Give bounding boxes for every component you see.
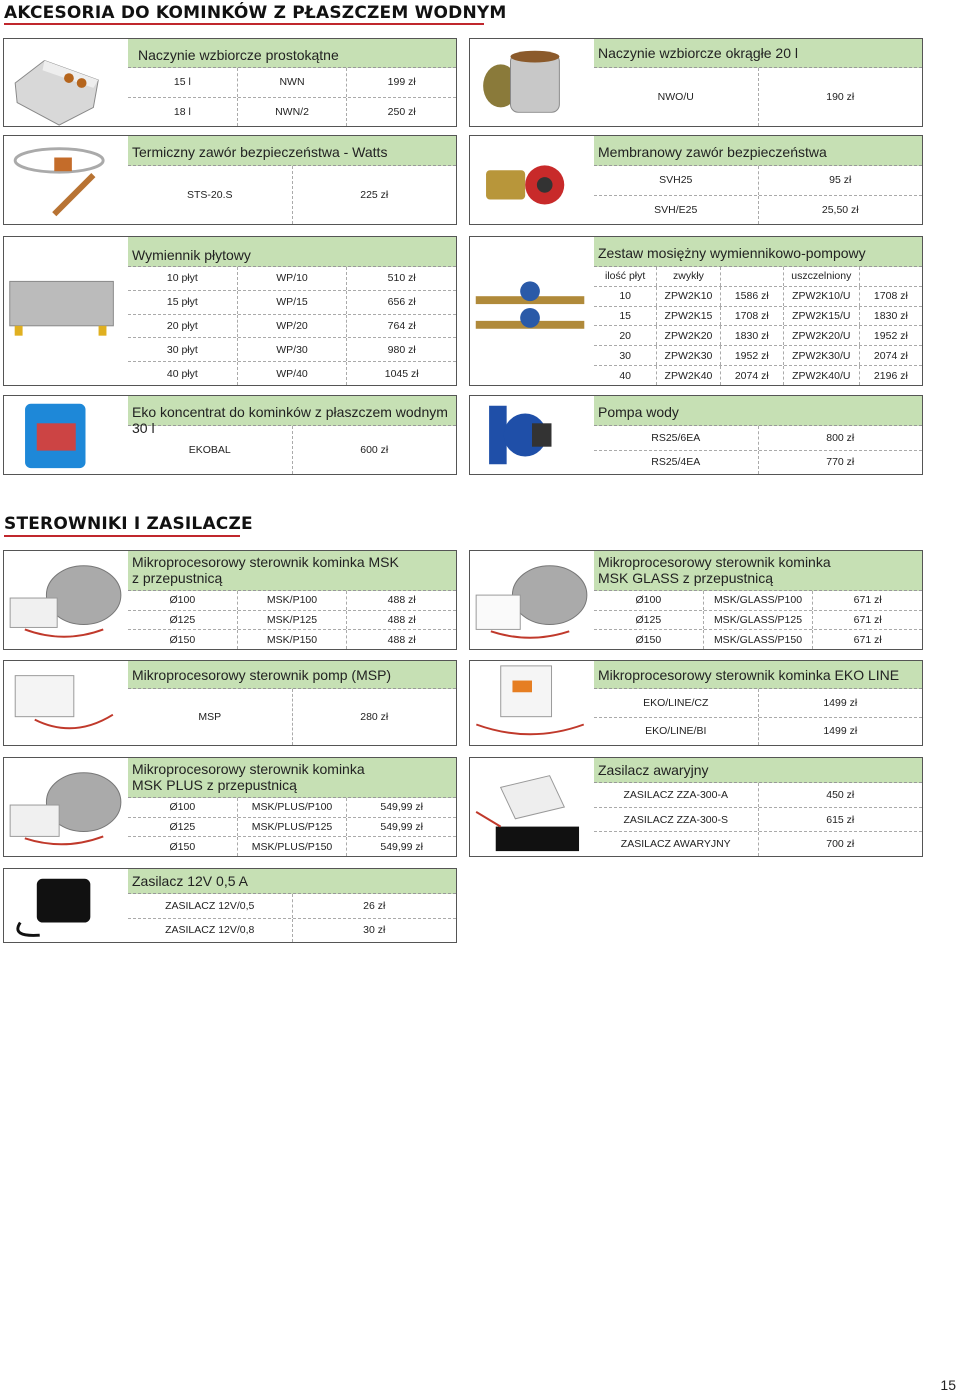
- product-membranowy-zawor: [469, 135, 923, 225]
- table-row: EKO/LINE/CZ 1499 zł: [594, 689, 922, 718]
- table-row: STS-20.S 225 zł: [128, 166, 456, 224]
- table-row: 10 ZPW2K10 1586 zł ZPW2K10/U 1708 zł: [594, 287, 922, 307]
- brass-pump-set-image: [470, 237, 594, 385]
- table-row: 18 l NWN/2 250 zł: [128, 98, 456, 127]
- table-row: Ø100 MSK/PLUS/P100 549,99 zł: [128, 798, 456, 818]
- product-title: Mikroprocesorowy sterownik kominka EKO LINE: [594, 661, 922, 689]
- product-title-line1: Mikroprocesorowy sterownik kominka: [132, 761, 365, 777]
- product-title: Zasilacz 12V 0,5 A: [128, 869, 456, 894]
- expansion-tank-round-image: [470, 39, 594, 126]
- product-eko-koncentrat: [3, 395, 457, 475]
- table-row: Ø125 MSK/P125 488 zł: [128, 611, 456, 631]
- product-title-line1: Mikroprocesorowy sterownik kominka MSK: [132, 554, 399, 570]
- product-zestaw: [469, 236, 923, 386]
- product-title: Mikroprocesorowy sterownik pomp (MSP): [128, 661, 456, 689]
- product-eko-line: [469, 660, 923, 746]
- product-zasilacz-12v: [3, 868, 457, 943]
- plate-exchanger-image: [4, 237, 128, 385]
- table-row: 15 ZPW2K15 1708 zł ZPW2K15/U 1830 zł: [594, 307, 922, 327]
- table-row: ZASILACZ ZZA-300-S 615 zł: [594, 808, 922, 833]
- membrane-valve-image: [470, 136, 594, 224]
- product-title: Termiczny zawór bezpieczeństwa - Watts: [128, 136, 456, 166]
- water-pump-image: [470, 396, 594, 474]
- table-header-row: ilość płyt zwykły uszczelniony: [594, 267, 922, 287]
- table-row: Ø150 MSK/PLUS/P150 549,99 zł: [128, 837, 456, 856]
- table-row: Ø125 MSK/PLUS/P125 549,99 zł: [128, 818, 456, 838]
- table-row: SVH/E25 25,50 zł: [594, 196, 922, 225]
- damper-controller-plus-image: [4, 758, 128, 856]
- product-title-line2: MSK GLASS z przepustnicą: [598, 570, 774, 586]
- table-row: 15 l NWN 199 zł: [128, 68, 456, 98]
- table-row: ZASILACZ 12V/0,5 26 zł: [128, 894, 456, 919]
- table-row: Ø100 MSK/P100 488 zł: [128, 591, 456, 611]
- table-row: SVH25 95 zł: [594, 166, 922, 196]
- section-title-sterowniki: STEROWNIKI I ZASILACZE: [4, 514, 253, 534]
- product-title-line2: z przepustnicą: [132, 570, 223, 586]
- table-row: 15 płyt WP/15 656 zł: [128, 291, 456, 315]
- product-title: Zasilacz awaryjny: [594, 758, 922, 783]
- product-wymiennik: [3, 236, 457, 386]
- table-row: EKOBAL 600 zł: [128, 426, 456, 474]
- damper-controller-glass-image: [470, 551, 594, 649]
- section-title-akcesoria: AKCESORIA DO KOMINKÓW Z PŁASZCZEM WODNYM: [4, 3, 507, 23]
- table-row: ZASILACZ 12V/0,8 30 zł: [128, 919, 456, 943]
- product-naczynie-okragle: [469, 38, 923, 127]
- table-row: Ø125 MSK/GLASS/P125 671 zł: [594, 611, 922, 631]
- table-row: NWO/U 190 zł: [594, 68, 922, 126]
- expansion-tank-rect-image: [4, 39, 128, 126]
- pump-controller-image: [4, 661, 128, 745]
- product-title: Wymiennik płytowy: [128, 237, 456, 267]
- product-msk-glass: [469, 550, 923, 650]
- section-underline: [4, 535, 240, 537]
- table-row: RS25/6EA 800 zł: [594, 426, 922, 451]
- product-title: [128, 758, 456, 798]
- table-row: 40 płyt WP/40 1045 zł: [128, 362, 456, 385]
- power-adapter-image: [4, 869, 128, 942]
- product-title: Naczynie wzbiorcze prostokątne: [128, 39, 456, 68]
- canister-image: [4, 396, 128, 474]
- product-msk-plus: [3, 757, 457, 857]
- table-row: EKO/LINE/BI 1499 zł: [594, 718, 922, 746]
- product-msk: [3, 550, 457, 650]
- product-pompa: [469, 395, 923, 475]
- damper-controller-image: [4, 551, 128, 649]
- product-title: [594, 551, 922, 591]
- product-zasilacz-awaryjny: [469, 757, 923, 857]
- product-title: Zestaw mosiężny wymiennikowo-pompowy: [594, 237, 922, 267]
- product-title: [128, 551, 456, 591]
- table-row: 20 ZPW2K20 1830 zł ZPW2K20/U 1952 zł: [594, 326, 922, 346]
- product-title-line2: MSK PLUS z przepustnicą: [132, 777, 297, 793]
- table-row: ZASILACZ ZZA-300-A 450 zł: [594, 783, 922, 808]
- eko-line-controller-image: [470, 661, 594, 745]
- product-title: Pompa wody: [594, 396, 922, 426]
- product-title-line1: Mikroprocesorowy sterownik kominka: [598, 554, 831, 570]
- table-row: RS25/4EA 770 zł: [594, 451, 922, 475]
- table-row: Ø150 MSK/P150 488 zł: [128, 630, 456, 649]
- product-msp: [3, 660, 457, 746]
- thermal-valve-image: [4, 136, 128, 224]
- table-row: ZASILACZ AWARYJNY 700 zł: [594, 832, 922, 856]
- table-row: 20 płyt WP/20 764 zł: [128, 315, 456, 339]
- page-number: 15: [940, 1377, 956, 1393]
- table-row: 40 ZPW2K40 2074 zł ZPW2K40/U 2196 zł: [594, 366, 922, 385]
- table-row: Ø150 MSK/GLASS/P150 671 zł: [594, 630, 922, 649]
- product-title: Membranowy zawór bezpieczeństwa: [594, 136, 922, 166]
- product-title: Naczynie wzbiorcze okrągłe 20 l: [594, 39, 922, 68]
- ups-image: [470, 758, 594, 856]
- table-row: 30 ZPW2K30 1952 zł ZPW2K30/U 2074 zł: [594, 346, 922, 366]
- product-title: Eko koncentrat do kominków z płaszczem wodnym 30 l: [128, 396, 456, 426]
- table-row: Ø100 MSK/GLASS/P100 671 zł: [594, 591, 922, 611]
- table-row: 30 płyt WP/30 980 zł: [128, 338, 456, 362]
- product-naczynie-prostokatne: [3, 38, 457, 127]
- section-underline: [4, 23, 484, 25]
- table-row: MSP 280 zł: [128, 689, 456, 745]
- product-termiczny-zawor: [3, 135, 457, 225]
- table-row: 10 płyt WP/10 510 zł: [128, 267, 456, 291]
